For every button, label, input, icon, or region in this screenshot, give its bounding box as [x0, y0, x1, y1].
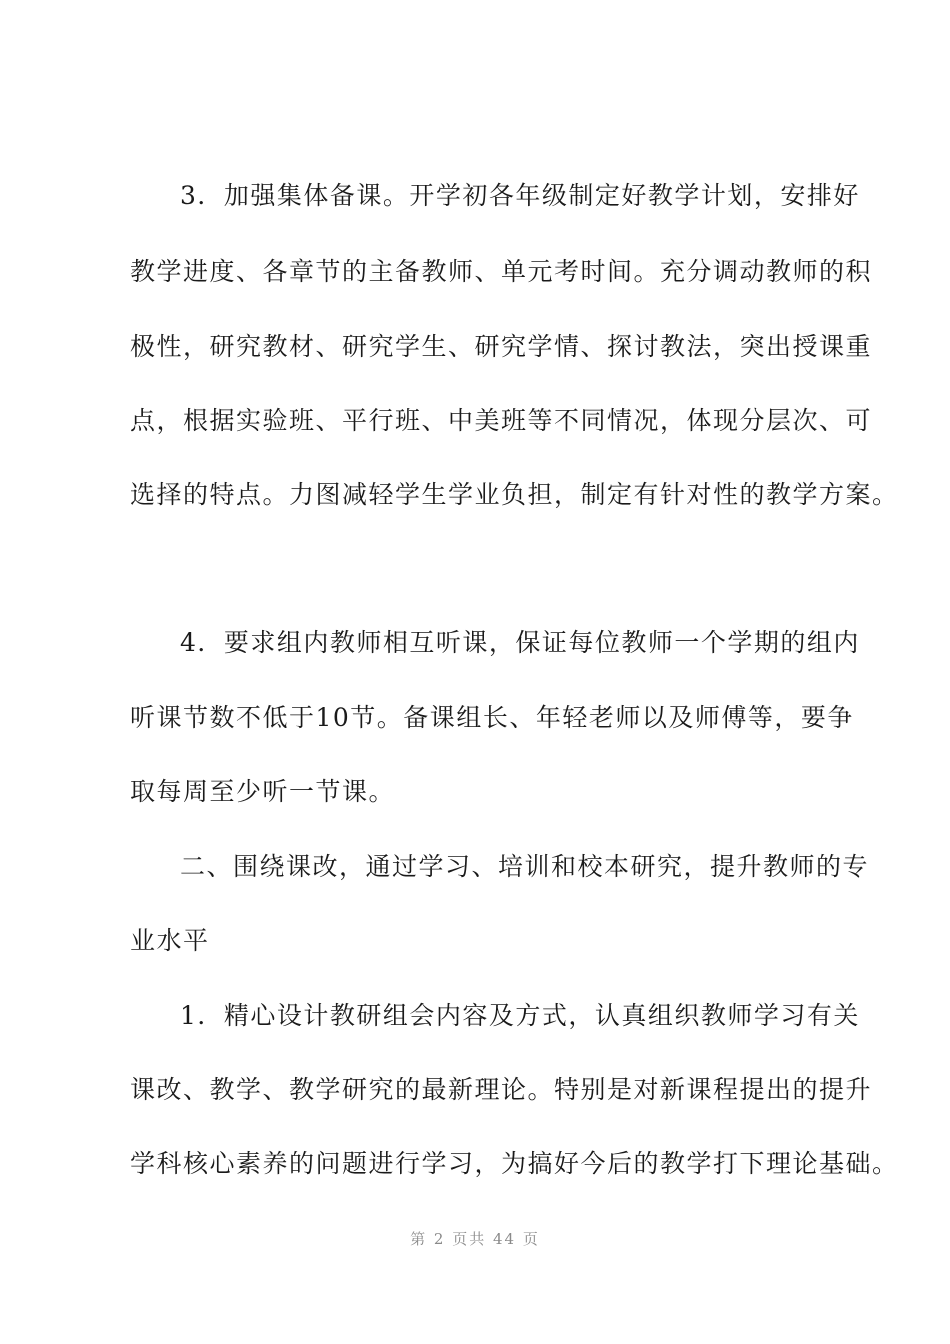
paragraph-3-line-2: 教学进度、各章节的主备教师、单元考时间。充分调动教师的积 [130, 257, 873, 286]
paragraph-4-line-3: 取每周至少听一节课。 [130, 777, 396, 806]
page-number-footer: 第 2 页共 44 页 [410, 1230, 540, 1248]
section-heading-line-1: 二、围绕课改，通过学习、培训和校本研究，提升教师的专 [180, 852, 870, 881]
paragraph-3-line-3: 极性，研究教材、研究学生、研究学情、探讨教法，突出授课重 [130, 332, 873, 361]
paragraph-1-line-3: 学科核心素养的问题进行学习，为搞好今后的教学打下理论基础。 [130, 1149, 899, 1178]
paragraph-4-line-2: 听课节数不低于10节。备课组长、年轻老师以及师傅等，要争 [130, 703, 854, 732]
paragraph-1-line-1: 1．精心设计教研组会内容及方式，认真组织教师学习有关 [180, 1001, 860, 1030]
paragraph-4-line-1: 4．要求组内教师相互听课，保证每位教师一个学期的组内 [180, 628, 860, 657]
paragraph-3-line-4: 点，根据实验班、平行班、中美班等不同情况，体现分层次、可 [130, 406, 873, 435]
paragraph-3-line-5: 选择的特点。力图减轻学生学业负担，制定有针对性的教学方案。 [130, 480, 899, 509]
paragraph-3-line-1: 3．加强集体备课。开学初各年级制定好教学计划，安排好 [180, 181, 860, 210]
section-heading-line-2: 业水平 [130, 926, 210, 955]
paragraph-1-line-2: 课改、教学、教学研究的最新理论。特别是对新课程提出的提升 [130, 1075, 873, 1104]
